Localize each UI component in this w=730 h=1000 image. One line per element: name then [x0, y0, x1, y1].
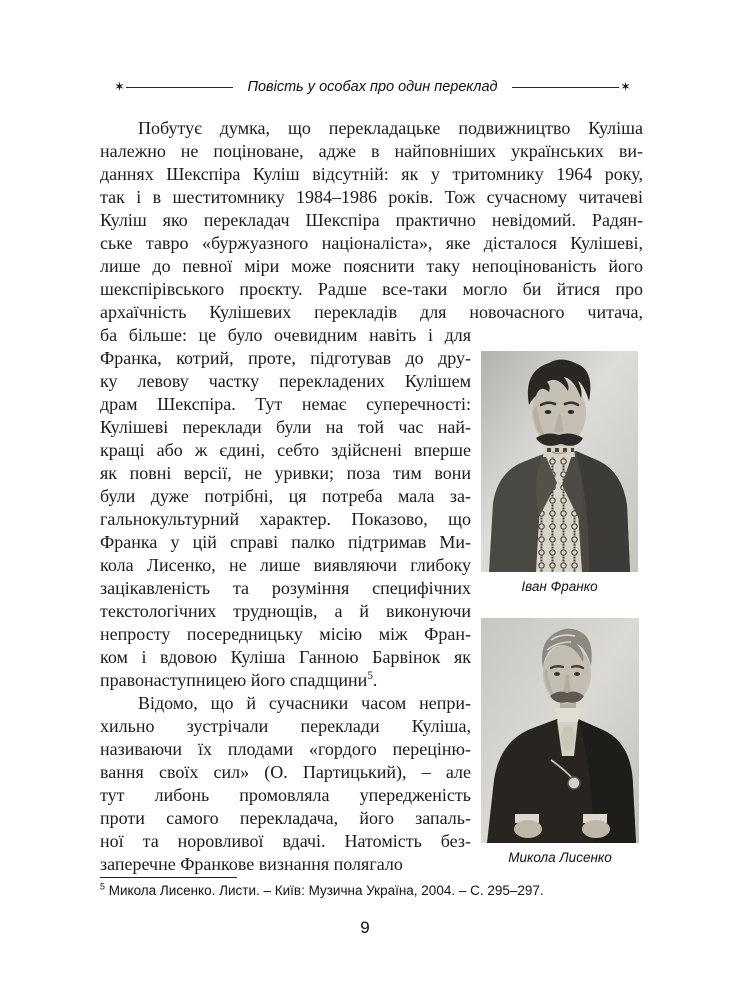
- body-line: кращі або ж єдині, себто здійснені вперше: [100, 440, 471, 460]
- body-line: ку левову частку перекладених Кулішем: [100, 371, 471, 391]
- figure-caption-franko: Іван Франко: [521, 579, 598, 594]
- body-line: належно не поціноване, адже в найповніших українських ви-: [100, 141, 643, 161]
- body-line: називаючи їх плодами «гордого переціню-: [100, 739, 471, 759]
- header-rule-left: [126, 87, 234, 88]
- photo-ivan-franko: [481, 351, 638, 572]
- footnote-rule: [100, 877, 237, 878]
- body-line: драм Шекспіра. Тут немає суперечності:: [100, 394, 471, 414]
- body-line: непросту посередницьку місію між Фран-: [100, 624, 471, 644]
- figure-caption-lysenko: Микола Лисенко: [508, 850, 612, 865]
- figure-franko: [481, 351, 638, 594]
- body-line: Франка, котрий, проте, підготував до дру-: [100, 348, 471, 368]
- running-header-title: Повість у особах про один переклад: [247, 79, 498, 95]
- body-line: гальнокультурний характер. Показово, що: [100, 509, 471, 529]
- body-line: ське тавро «буржуазного націоналіста», яке дісталося Кулішеві,: [100, 233, 643, 253]
- footnote-marker: 5: [100, 881, 105, 892]
- body-line: Відомо, що й сучасники часом непри-: [138, 693, 471, 713]
- body-line: правонаступницею його спадщини$^5$.: [100, 670, 378, 690]
- star-ornament-icon: ✶: [114, 79, 125, 95]
- body-line: хильно зустрічали переклади Куліша,: [100, 716, 471, 736]
- body-line: ба більше: це було очевидним навіть і для: [100, 325, 471, 345]
- body-line: кола Лисенко, не лише виявляючи глибоку: [100, 555, 471, 575]
- running-header: [113, 78, 632, 96]
- body-line: даннях Шекспіра Куліш відсутній: як у тритомнику 1964 року,: [100, 164, 643, 184]
- body-line: шекспірівського проєкту. Радше все-таки могло би йтися про: [100, 279, 643, 299]
- body-line: були дуже потрібні, ця потреба мала за-: [100, 486, 471, 506]
- body-line: Франка у цій справі палко підтримав Ми-: [100, 532, 471, 552]
- body-line: лише до певної міри може пояснити таку непоцінованість його: [100, 256, 643, 276]
- body-line: зацікавленість та розуміння специфічних: [100, 578, 471, 598]
- body-line: заперечне Франкове визнання полягало: [100, 854, 403, 874]
- footnote: [100, 877, 643, 898]
- body-line: вання своїх сил» (О. Партицький), – але: [100, 762, 471, 782]
- page-number: 9: [360, 918, 370, 937]
- header-rule-right: [512, 87, 620, 88]
- body-line: Побутує думка, що перекладацьке подвижництво Куліша: [138, 118, 643, 138]
- body-line: текстологічних труднощів, а й виконуючи: [100, 601, 471, 621]
- body-line: ної та норовливої вдачі. Натомість без-: [100, 831, 471, 851]
- body-line: так і в шеститомнику 1984–1986 років. Тож сучасному читачеві: [100, 187, 643, 207]
- figure-lysenko: [481, 618, 639, 865]
- photo-mykola-lysenko: [481, 618, 639, 843]
- body-line: як повні версії, не уривки; поза тим вони: [100, 463, 471, 483]
- body-line: проти самого перекладача, його запаль-: [100, 808, 471, 828]
- body-line: ком і вдовою Куліша Ганною Барвінок як: [100, 647, 471, 667]
- body-line: тут либонь промовляла упередженість: [100, 785, 471, 805]
- body-line: архаїчність Кулішевих перекладів для новочасного читача,: [100, 302, 643, 322]
- star-ornament-icon: ✶: [620, 79, 631, 95]
- footnote-text: $^5$ Микола Лисенко. Листи. – Київ: Музична Україна, 2004. – С. 295–297.: [100, 881, 544, 898]
- body-line: Куліш яко перекладач Шекспіра практично невідомий. Радян-: [100, 210, 643, 230]
- body-line: Кулішеві переклади були на той час най-: [100, 417, 471, 437]
